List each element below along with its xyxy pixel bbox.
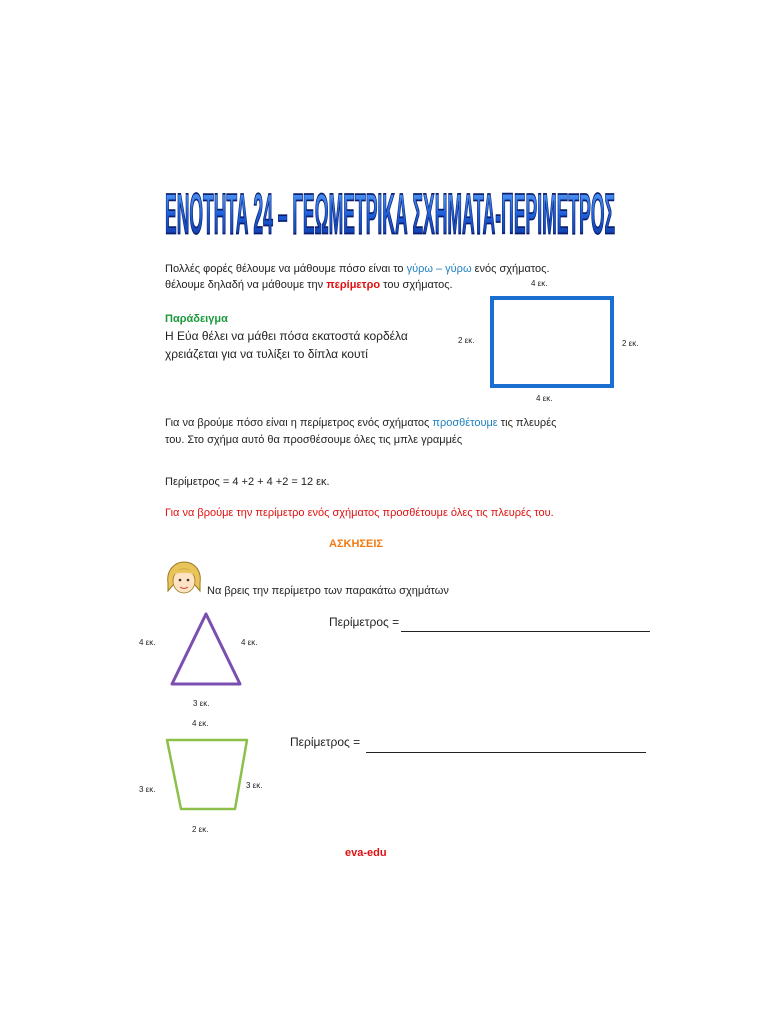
rule-text: Για να βρούμε την περίμετρο ενός σχήματος προσθέτουμε όλες τις πλευρές του. — [165, 507, 554, 519]
intro-text: ενός σχήματος. — [471, 263, 550, 275]
explain-line-1 — [165, 416, 556, 430]
explain-line-2: του. Στο σχήμα αυτό θα προσθέσουμε όλες τις μπλε γραμμές — [165, 434, 463, 446]
rect-label-top: 4 εκ. — [531, 279, 548, 288]
highlight-perimeter: περίμετρο — [326, 279, 381, 291]
example-line-2: χρειάζεται για να τυλίξει το δίπλα κουτί — [165, 347, 368, 361]
intro-line-1 — [165, 262, 550, 276]
explain-text: Για να βρούμε πόσο είναι η περίμετρος ενός σχήματος — [165, 417, 433, 429]
highlight-add: προσθέτουμε — [432, 417, 498, 429]
title-banner — [160, 160, 620, 250]
triangle-label-right: 4 εκ. — [241, 638, 258, 647]
explain-text: τις πλευρές — [497, 417, 557, 429]
footer-brand: eva-edu — [345, 847, 387, 859]
triangle-answer-line[interactable] — [401, 631, 650, 632]
triangle-answer-label: Περίμετρος = — [329, 615, 400, 629]
rect-label-left: 2 εκ. — [458, 336, 475, 345]
intro-text: του σχήματος. — [380, 279, 453, 291]
trapezoid-answer-line[interactable] — [366, 752, 646, 753]
trapezoid-label-top: 4 εκ. — [192, 719, 209, 728]
trapezoid-shape — [164, 737, 250, 813]
instruction-text: Να βρεις την περίμετρο των παρακάτω σχημάτων — [207, 585, 449, 597]
trapezoid-label-bottom: 2 εκ. — [192, 825, 209, 834]
intro-line-2 — [165, 278, 453, 292]
exercises-heading: ΑΣΚΗΣΕΙΣ — [329, 538, 384, 550]
highlight-gyro: γύρω – γύρω — [406, 263, 472, 275]
example-heading: Παράδειγμα — [165, 313, 228, 325]
rect-label-right: 2 εκ. — [622, 339, 639, 348]
example-line-1: Η Εύα θέλει να μάθει πόσα εκατοστά κορδέλα — [165, 329, 408, 343]
intro-text: Πολλές φορές θέλουμε να μάθουμε πόσο είναι το — [165, 263, 407, 275]
page-title: ΕΝΟΤΗΤΑ 24 – ΓΕΩΜΕΤΡΙΚΑ ΣΧΗΜΑΤΑ-ΠΕΡΙΜΕΤΡΟΣ — [165, 183, 615, 247]
example-rectangle — [490, 296, 614, 388]
perimeter-formula: Περίμετρος = 4 +2 + 4 +2 = 12 εκ. — [165, 476, 330, 488]
trapezoid-label-left: 3 εκ. — [139, 785, 156, 794]
triangle-shape — [168, 610, 244, 688]
triangle-label-left: 4 εκ. — [139, 638, 156, 647]
triangle-label-bottom: 3 εκ. — [193, 699, 210, 708]
girl-avatar-icon — [164, 561, 204, 599]
trapezoid-label-right: 3 εκ. — [246, 781, 263, 790]
intro-text: θέλουμε δηλαδή να μάθουμε την — [165, 279, 327, 291]
rect-label-bottom: 4 εκ. — [536, 394, 553, 403]
trapezoid-answer-label: Περίμετρος = — [290, 735, 361, 749]
